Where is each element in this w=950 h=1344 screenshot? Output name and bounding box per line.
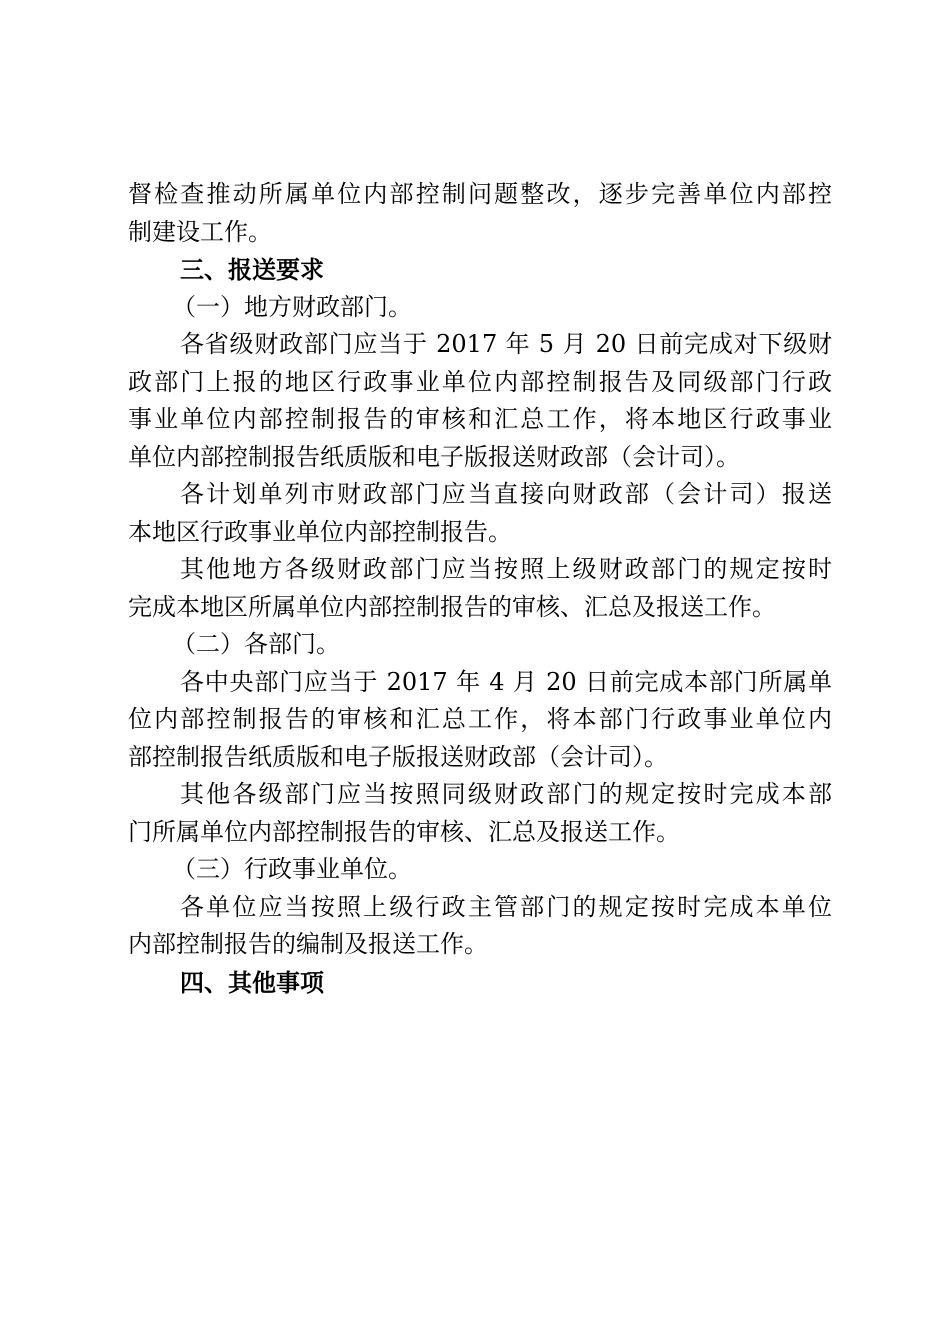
body-text-line: 制建设工作。 [128,217,272,246]
body-text-line: 单位内部控制报告纸质版和电子版报送财政部（会计司）。 [128,442,740,471]
body-text-line: 门所属单位内部控制报告的审核、汇总及报送工作。 [128,817,680,846]
body-text-line: 完成本地区所属单位内部控制报告的审核、汇总及报送工作。 [128,592,776,621]
subsection-heading: （一）地方财政部门。 [172,292,412,321]
body-text-line: 位内部控制报告的审核和汇总工作，将本部门行政事业单位内 [128,705,832,733]
body-text-line: 事业单位内部控制报告的审核和汇总工作，将本地区行政事业 [128,405,832,433]
body-text-line: 内部控制报告的编制及报送工作。 [128,930,488,958]
body-text-line: 各中央部门应当于 2017 年 4 月 20 日前完成本部门所属单 [180,667,832,696]
body-text-line: 其他各级部门应当按照同级财政部门的规定按时完成本部 [180,780,832,808]
subsection-heading: （三）行政事业单位。 [172,855,412,883]
body-text-line: 各省级财政部门应当于 2017 年 5 月 20 日前完成对下级财 [180,330,832,358]
body-text-line: 部控制报告纸质版和电子版报送财政部（会计司）。 [128,742,668,771]
body-text-line: 其他地方各级财政部门应当按照上级财政部门的规定按时 [180,555,832,583]
body-text-line: 本地区行政事业单位内部控制报告。 [128,517,512,546]
body-text-line: 各计划单列市财政部门应当直接向财政部（会计司）报送 [180,480,832,508]
body-text-line: 督检查推动所属单位内部控制问题整改，逐步完善单位内部控 [128,180,832,208]
section-heading: 三、报送要求 [180,255,324,284]
subsection-heading: （二）各部门。 [172,630,340,658]
section-heading: 四、其他事项 [180,967,324,997]
body-text-line: 各单位应当按照上级行政主管部门的规定按时完成本单位 [180,892,832,921]
body-text-line: 政部门上报的地区行政事业单位内部控制报告及同级部门行政 [128,367,832,396]
document-page [128,176,832,1001]
